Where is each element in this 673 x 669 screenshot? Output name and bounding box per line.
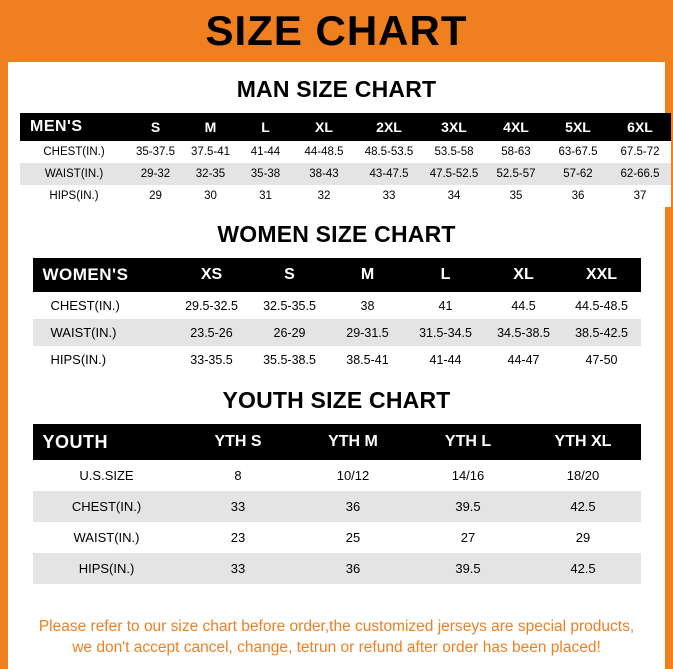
cell: 35-38 bbox=[238, 163, 293, 185]
col-header: YTH L bbox=[411, 424, 526, 460]
row-label: HIPS(IN.) bbox=[33, 553, 181, 584]
col-header: XXL bbox=[563, 258, 641, 292]
col-header: S bbox=[251, 258, 329, 292]
cell: 23 bbox=[181, 522, 296, 553]
cell: 39.5 bbox=[411, 491, 526, 522]
cell: 47.5-52.5 bbox=[423, 163, 485, 185]
row-label: CHEST(IN.) bbox=[33, 292, 173, 319]
row-label: CHEST(IN.) bbox=[33, 491, 181, 522]
cell: 23.5-26 bbox=[173, 319, 251, 346]
cell: 67.5-72 bbox=[609, 141, 671, 163]
cell: 57-62 bbox=[547, 163, 609, 185]
section-title-women: WOMEN SIZE CHART bbox=[217, 221, 456, 247]
cell: 29 bbox=[128, 185, 183, 207]
table-row bbox=[33, 553, 641, 584]
cell: 18/20 bbox=[526, 460, 641, 491]
col-header: L bbox=[407, 258, 485, 292]
cell: 43-47.5 bbox=[355, 163, 423, 185]
row-label: HIPS(IN.) bbox=[20, 185, 128, 207]
table-row bbox=[33, 522, 641, 553]
table-row bbox=[33, 346, 641, 373]
cell: 8 bbox=[181, 460, 296, 491]
col-header: WOMEN'S bbox=[33, 258, 173, 292]
table-row bbox=[20, 163, 671, 185]
cell: 32.5-35.5 bbox=[251, 292, 329, 319]
man-size-table bbox=[20, 113, 671, 207]
cell: 35-37.5 bbox=[128, 141, 183, 163]
col-header: XS bbox=[173, 258, 251, 292]
cell: 29-31.5 bbox=[329, 319, 407, 346]
cell: 41-44 bbox=[238, 141, 293, 163]
section-man bbox=[8, 76, 665, 207]
cell: 44.5-48.5 bbox=[563, 292, 641, 319]
cell: 34.5-38.5 bbox=[485, 319, 563, 346]
cell: 27 bbox=[411, 522, 526, 553]
cell: 32-35 bbox=[183, 163, 238, 185]
cell: 26-29 bbox=[251, 319, 329, 346]
cell: 41-44 bbox=[407, 346, 485, 373]
table-row bbox=[20, 141, 671, 163]
cell: 38-43 bbox=[293, 163, 355, 185]
cell: 48.5-53.5 bbox=[355, 141, 423, 163]
cell: 37 bbox=[609, 185, 671, 207]
cell: 33 bbox=[355, 185, 423, 207]
banner bbox=[8, 0, 665, 62]
section-youth bbox=[8, 387, 665, 584]
col-header: 4XL bbox=[485, 113, 547, 141]
col-header: YOUTH bbox=[33, 424, 181, 460]
section-title-man: MAN SIZE CHART bbox=[236, 76, 437, 102]
cell: 44.5 bbox=[485, 292, 563, 319]
cell: 35.5-38.5 bbox=[251, 346, 329, 373]
cell: 58-63 bbox=[485, 141, 547, 163]
col-header: 6XL bbox=[609, 113, 671, 141]
row-label: U.S.SIZE bbox=[33, 460, 181, 491]
col-header: MEN'S bbox=[20, 113, 128, 141]
table-header-row bbox=[20, 113, 671, 141]
cell: 36 bbox=[296, 491, 411, 522]
cell: 33 bbox=[181, 491, 296, 522]
cell: 63-67.5 bbox=[547, 141, 609, 163]
footer-note bbox=[16, 611, 657, 669]
cell: 38 bbox=[329, 292, 407, 319]
cell: 35 bbox=[485, 185, 547, 207]
col-header: YTH XL bbox=[526, 424, 641, 460]
cell: 44-48.5 bbox=[293, 141, 355, 163]
cell: 29.5-32.5 bbox=[173, 292, 251, 319]
cell: 41 bbox=[407, 292, 485, 319]
cell: 32 bbox=[293, 185, 355, 207]
table-header-row bbox=[33, 258, 641, 292]
col-header: YTH S bbox=[181, 424, 296, 460]
cell: 10/12 bbox=[296, 460, 411, 491]
col-header: S bbox=[128, 113, 183, 141]
col-header: 5XL bbox=[547, 113, 609, 141]
table-row bbox=[33, 460, 641, 491]
cell: 31.5-34.5 bbox=[407, 319, 485, 346]
cell: 44-47 bbox=[485, 346, 563, 373]
table-row bbox=[33, 491, 641, 522]
cell: 36 bbox=[296, 553, 411, 584]
col-header: YTH M bbox=[296, 424, 411, 460]
cell: 33-35.5 bbox=[173, 346, 251, 373]
cell: 14/16 bbox=[411, 460, 526, 491]
table-row bbox=[20, 185, 671, 207]
cell: 29 bbox=[526, 522, 641, 553]
row-label: WAIST(IN.) bbox=[20, 163, 128, 185]
footer-line-1: Please refer to our size chart before order,the customized jerseys are special products, bbox=[38, 618, 635, 636]
cell: 30 bbox=[183, 185, 238, 207]
cell: 25 bbox=[296, 522, 411, 553]
col-header: 3XL bbox=[423, 113, 485, 141]
col-header: L bbox=[238, 113, 293, 141]
row-label: WAIST(IN.) bbox=[33, 522, 181, 553]
cell: 33 bbox=[181, 553, 296, 584]
col-header: 2XL bbox=[355, 113, 423, 141]
col-header: M bbox=[329, 258, 407, 292]
cell: 47-50 bbox=[563, 346, 641, 373]
cell: 38.5-42.5 bbox=[563, 319, 641, 346]
cell: 39.5 bbox=[411, 553, 526, 584]
cell: 53.5-58 bbox=[423, 141, 485, 163]
table-row bbox=[33, 319, 641, 346]
page-title: SIZE CHART bbox=[205, 7, 468, 54]
cell: 52.5-57 bbox=[485, 163, 547, 185]
col-header: XL bbox=[485, 258, 563, 292]
cell: 42.5 bbox=[526, 553, 641, 584]
cell: 36 bbox=[547, 185, 609, 207]
cell: 31 bbox=[238, 185, 293, 207]
row-label: CHEST(IN.) bbox=[20, 141, 128, 163]
row-label: HIPS(IN.) bbox=[33, 346, 173, 373]
footer-line-2: we don't accept cancel, change, tetrun or refund after order has been placed! bbox=[72, 639, 601, 657]
cell: 62-66.5 bbox=[609, 163, 671, 185]
table-header-row bbox=[33, 424, 641, 460]
section-women bbox=[8, 221, 665, 373]
cell: 29-32 bbox=[128, 163, 183, 185]
youth-size-table bbox=[33, 424, 641, 584]
col-header: M bbox=[183, 113, 238, 141]
section-title-youth: YOUTH SIZE CHART bbox=[222, 387, 451, 413]
table-row bbox=[33, 292, 641, 319]
col-header: XL bbox=[293, 113, 355, 141]
row-label: WAIST(IN.) bbox=[33, 319, 173, 346]
cell: 37.5-41 bbox=[183, 141, 238, 163]
cell: 42.5 bbox=[526, 491, 641, 522]
cell: 34 bbox=[423, 185, 485, 207]
cell: 38.5-41 bbox=[329, 346, 407, 373]
women-size-table bbox=[33, 258, 641, 373]
